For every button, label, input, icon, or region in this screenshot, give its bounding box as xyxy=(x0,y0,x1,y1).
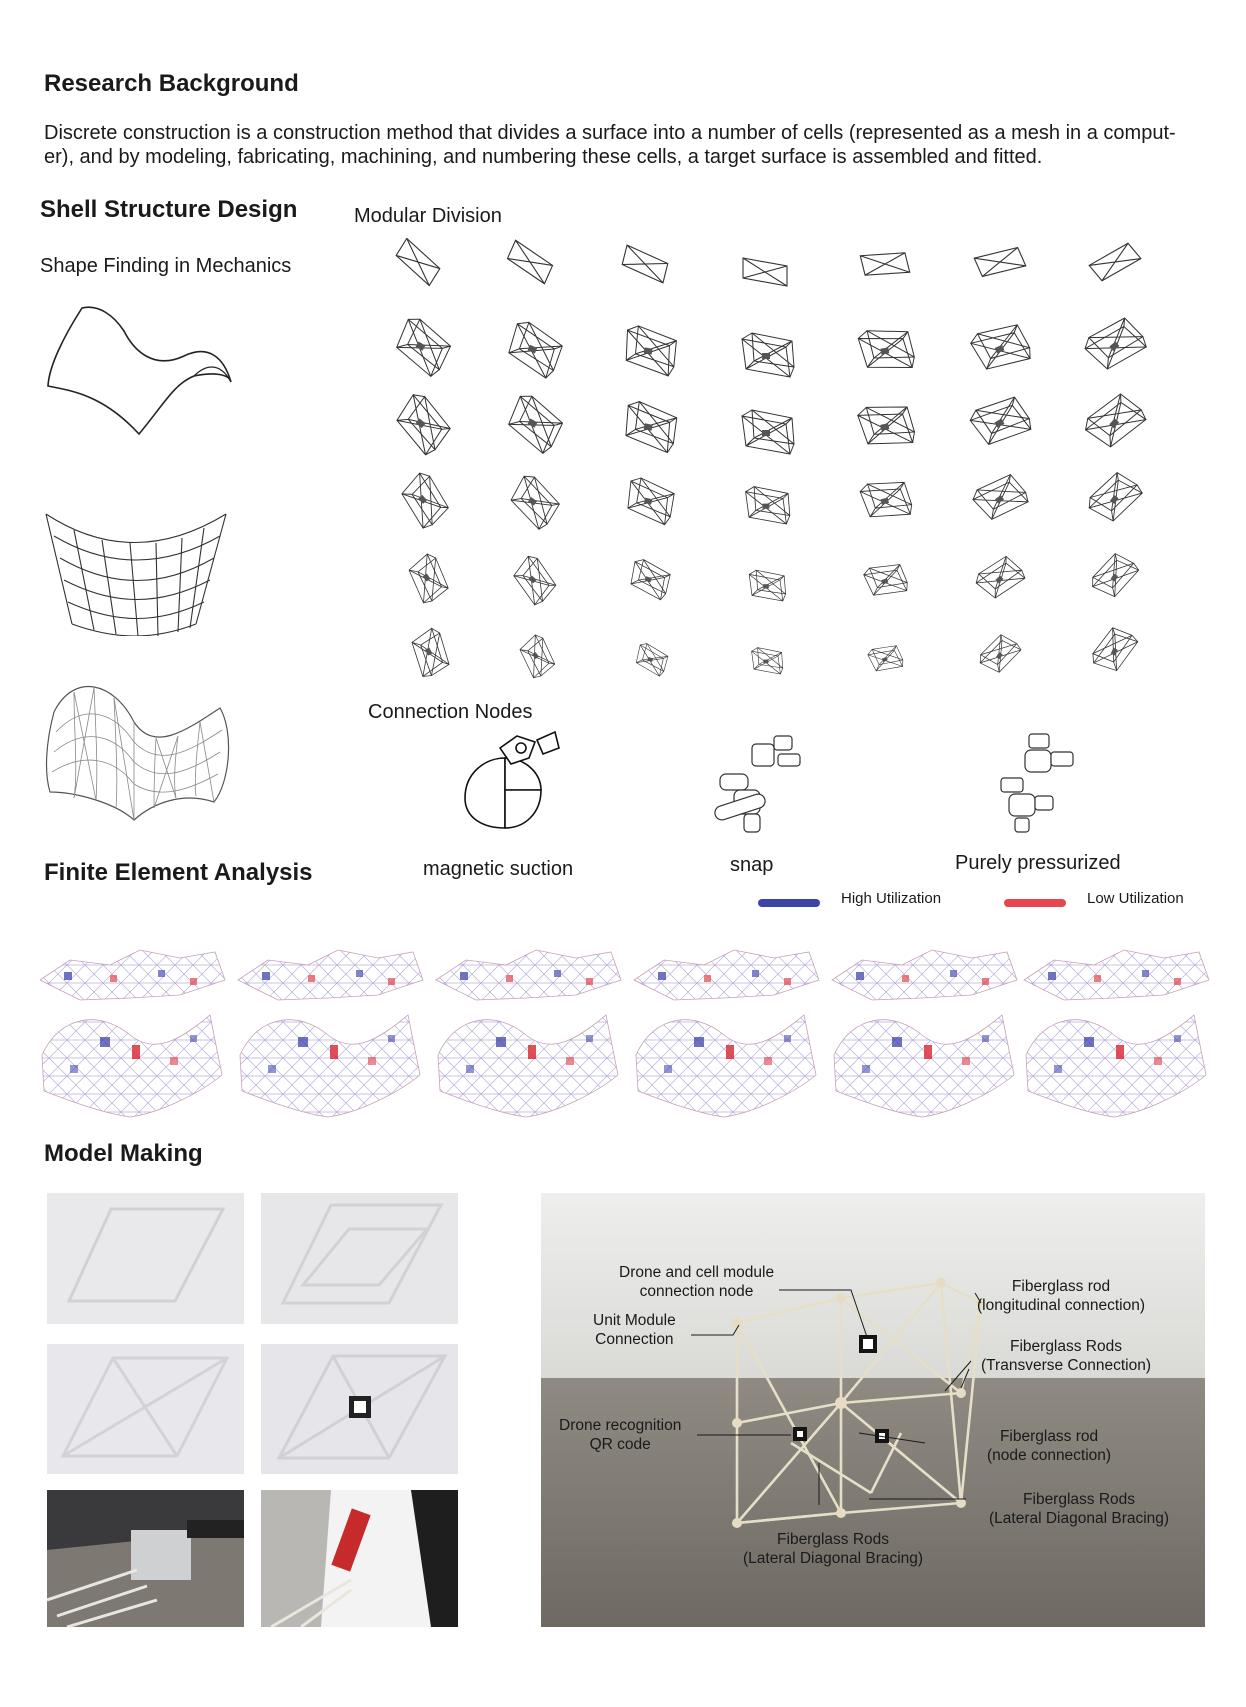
legend-low-swatch xyxy=(1004,899,1066,907)
node-type-pressurized: Purely pressurized xyxy=(955,852,1121,874)
cell-row-1 xyxy=(392,237,1141,287)
ann-rod-transverse-line-2: (Transverse Connection) xyxy=(981,1357,1151,1374)
ann-rod-lateral-right-line-2: (Lateral Diagonal Bracing) xyxy=(989,1510,1170,1527)
cell-row-4 xyxy=(394,467,1144,531)
photo-frame-step-4 xyxy=(261,1344,458,1474)
research-text xyxy=(44,121,1214,169)
ann-rod-lateral-bottom-line-1: Fiberglass Rods xyxy=(777,1531,890,1548)
legend-high-label: High Utilization xyxy=(841,890,942,907)
shell-title: Shell Structure Design xyxy=(40,196,298,223)
cell-row-3 xyxy=(389,387,1149,457)
modular-division-grid xyxy=(380,232,1200,682)
photo-frame-step-1 xyxy=(47,1193,244,1324)
ann-rod-node xyxy=(987,1427,1111,1465)
fea-title: Finite Element Analysis xyxy=(44,859,313,886)
node-type-magnetic: magnetic suction xyxy=(423,858,574,880)
ann-rod-node-line-1: Fiberglass rod xyxy=(999,1428,1099,1445)
ann-drone-node xyxy=(619,1263,774,1301)
fea-stage-3 xyxy=(436,950,621,1117)
ann-qr-code-line-1: Drone recognition xyxy=(559,1417,682,1434)
ann-rod-longitudinal-line-2: (longitudinal connection) xyxy=(977,1297,1146,1314)
magnetic-node-drawing xyxy=(455,728,565,838)
cell-row-5 xyxy=(402,549,1140,607)
ann-rod-node-line-2: (node connection) xyxy=(987,1447,1112,1464)
ann-unit-module-line-1: Unit Module xyxy=(593,1312,676,1329)
fea-results-panels xyxy=(40,920,1210,1120)
photo-assembling-node xyxy=(261,1490,458,1627)
ann-drone-node-line-2: connection node xyxy=(639,1283,754,1300)
node-type-snap: snap xyxy=(730,854,774,876)
shape-finding-label: Shape Finding in Mechanics xyxy=(40,255,292,277)
ann-rod-lateral-right xyxy=(989,1490,1169,1528)
ann-unit-module-line-2: Connection xyxy=(595,1331,674,1348)
fea-stage-4 xyxy=(634,950,819,1117)
pressurized-node-drawing xyxy=(985,728,1095,838)
legend-high-swatch xyxy=(758,899,820,907)
research-title: Research Background xyxy=(44,70,299,97)
cell-row-2 xyxy=(389,311,1149,380)
ann-rod-lateral-bottom xyxy=(743,1530,923,1568)
modular-division-label: Modular Division xyxy=(354,205,502,227)
fea-stage-1 xyxy=(40,950,225,1117)
ann-rod-lateral-right-line-1: Fiberglass Rods xyxy=(1023,1491,1136,1508)
ann-rod-longitudinal xyxy=(977,1277,1145,1315)
ann-qr-code xyxy=(559,1416,681,1454)
grid-surface-diagram xyxy=(44,512,230,636)
fea-stage-6 xyxy=(1024,950,1209,1117)
photo-cutting-rods xyxy=(47,1490,244,1627)
ann-qr-code-line-2: QR code xyxy=(589,1436,651,1453)
photo-frame-step-3 xyxy=(47,1344,244,1474)
wireframe-shell-diagram xyxy=(44,672,234,822)
ann-rod-lateral-bottom-line-2: (Lateral Diagonal Bracing) xyxy=(743,1550,924,1567)
ann-rod-transverse-line-1: Fiberglass Rods xyxy=(1010,1338,1122,1355)
photo-frame-step-2 xyxy=(261,1193,458,1324)
snap-node-drawing xyxy=(712,728,822,838)
research-text-line-1: Discrete construction is a construction method that divides a surface into a number of cells (represented as a mesh in a comput- xyxy=(44,122,1176,144)
photo-assembled-model xyxy=(541,1193,1205,1627)
fea-stage-5 xyxy=(832,950,1017,1117)
cell-row-6 xyxy=(405,623,1139,680)
fea-stage-2 xyxy=(238,950,423,1117)
ann-rod-transverse xyxy=(981,1337,1151,1375)
ann-rod-longitudinal-line-1: Fiberglass rod xyxy=(1011,1278,1111,1295)
connection-nodes-label: Connection Nodes xyxy=(368,701,533,723)
research-text-line-2: er), and by modeling, fabricating, machining, and numbering these cells, a target surface is assembled and fitted. xyxy=(44,146,1043,168)
saddle-surface-diagram xyxy=(44,296,244,444)
model-title: Model Making xyxy=(44,1140,203,1167)
ann-drone-node-line-1: Drone and cell module xyxy=(619,1264,775,1281)
legend-low-label: Low Utilization xyxy=(1087,890,1184,907)
ann-unit-module xyxy=(593,1311,676,1349)
